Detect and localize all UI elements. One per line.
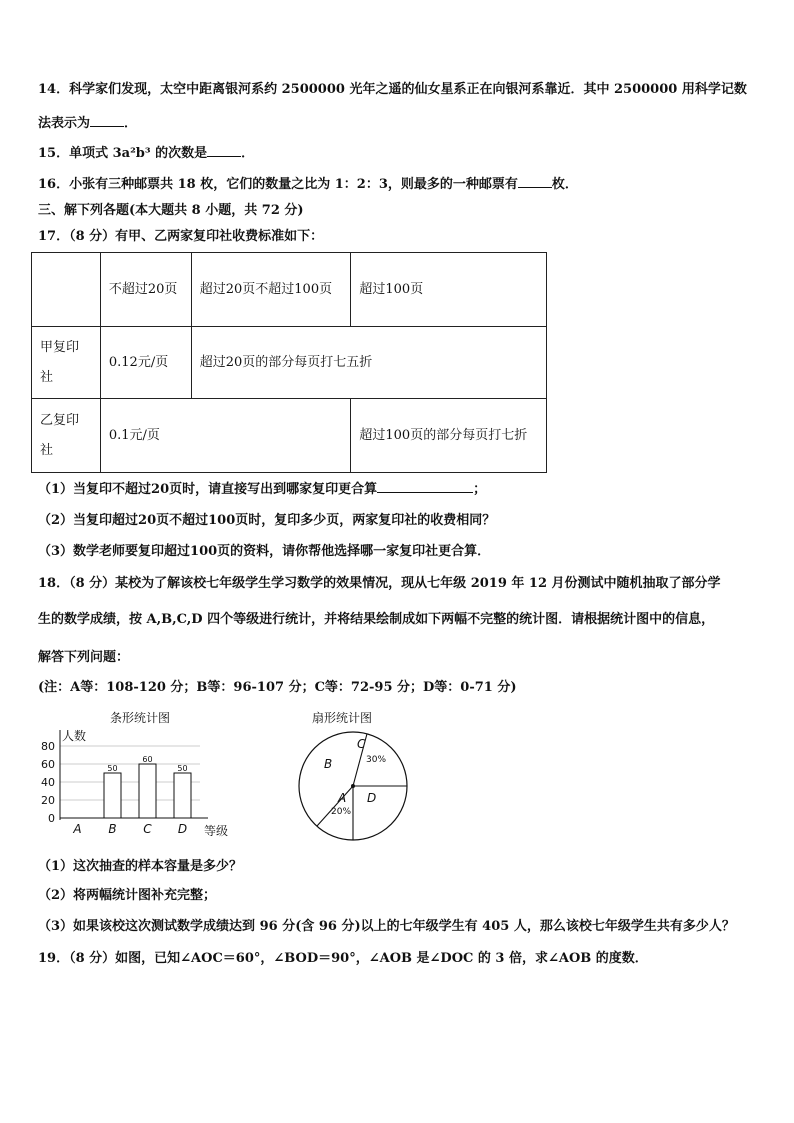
table-row-b (32, 399, 547, 473)
bar-chart-ylabel: 人数 (62, 729, 87, 743)
bar-chart (30, 708, 250, 838)
bar-chart-bars (104, 755, 191, 818)
pie-center (351, 784, 355, 788)
bar-ytick-label: 20 (41, 794, 55, 807)
bar-ytick-label: 80 (41, 740, 55, 753)
table-cell-empty (32, 253, 101, 327)
q17-sub1-text: （1）当复印不超过20页时，请直接写出到哪家复印更合算 (38, 482, 378, 497)
q17-sub2: （2）当复印超过20页不超过100页时，复印多少页，两家复印社的收费相同？ (38, 513, 496, 528)
q17-sub1-end: ； (473, 482, 487, 497)
section-heading: 三、解下列各题(本大题共 8 小题，共 72 分) (38, 203, 304, 218)
q18-note: (注：A等：108-120 分；B等：96-107 分；C等：72-95 分；D等：0-71 分) (38, 680, 517, 695)
q14-line2 (38, 115, 137, 133)
q16-end: 枚． (551, 177, 578, 192)
bar-category-label: D (177, 822, 188, 836)
bar-category-label: B (108, 822, 117, 836)
bar-ytick-label: 40 (41, 776, 55, 789)
price-table (31, 252, 547, 473)
pie-slice-label-B: B (324, 757, 333, 771)
q17-answer-blank[interactable] (377, 492, 473, 493)
pie-slice-label-D: D (367, 791, 377, 805)
bar-data-label: 60 (142, 755, 153, 764)
table-row-a (32, 327, 547, 399)
q18-line3: 解答下列问题： (38, 650, 130, 665)
table-cell-name-a: 甲复印社 (32, 327, 101, 399)
q14-line2-text: 法表示为 (38, 116, 91, 131)
pie-chart-slices (299, 732, 407, 840)
q14-line2-end: ． (124, 116, 138, 131)
q14-answer-blank[interactable] (90, 126, 124, 127)
bar-ytick-label: 60 (41, 758, 55, 771)
table-cell-header-3: 超过100页 (351, 253, 547, 327)
table-cell-header-1: 不超过20页 (100, 253, 191, 327)
q15-end: ． (241, 146, 255, 161)
pie-chart-title: 扇形统计图 (312, 711, 373, 725)
q18-sub2: （2）将两幅统计图补充完整； (38, 888, 217, 903)
q16-answer-blank[interactable] (518, 187, 552, 188)
q17-sub1 (38, 481, 486, 499)
bar-chart-xlabel: 等级 (204, 824, 229, 838)
q15-line (38, 145, 254, 163)
pie-chart (290, 708, 420, 843)
q17-intro: 17．（8 分）有甲、乙两家复印社收费标准如下： (38, 229, 324, 244)
table-cell-header-2: 超过20页不超过100页 (191, 253, 351, 327)
table-row-header (32, 253, 547, 327)
q18-line1: 18．（8 分）某校为了解该校七年级学生学习数学的效果情况，现从七年级 2019 年 12 月份测试中随机抽取了部分学 (38, 576, 721, 591)
q16-text: 16．小张有三种邮票共 18 枚，它们的数量之比为 1：2：3，则最多的一种邮票有 (38, 177, 518, 192)
table-cell-name-b: 乙复印社 (32, 399, 101, 473)
bar-chart-title: 条形统计图 (110, 711, 171, 725)
pie-slice-label-A: A (338, 791, 347, 805)
q14-line1: 14．科学家们发现，太空中距离银河系约 2500000 光年之遥的仙女星系正在向银河系靠近．其中 2500000 用科学记数 (38, 82, 747, 97)
bar-ytick-label: 0 (48, 812, 55, 825)
q15-text: 15．单项式 3a²b³ 的次数是 (38, 146, 208, 161)
table-cell-a-1: 0.12元/页 (100, 327, 191, 399)
q19-text: 19．（8 分）如图，已知∠AOC＝60°，∠BOD＝90°，∠AOB 是∠DOC 的 3 倍，求∠AOB 的度数． (38, 951, 648, 966)
q18-sub1: （1）这次抽查的样本容量是多少？ (38, 859, 243, 874)
q16-line (38, 176, 578, 194)
q15-answer-blank[interactable] (207, 156, 241, 157)
pie-slice-value-A: 20% (331, 807, 352, 817)
q17-sub3: （3）数学老师要复印超过100页的资料，请你帮他选择哪一家复印社更合算． (38, 544, 491, 559)
bar-C (139, 764, 156, 818)
q18-sub3: （3）如果该校这次测试数学成绩达到 96 分(含 96 分)以上的七年级学生有 405 人，那么该校七年级学生共有多少人？ (38, 919, 735, 934)
pie-slice-value-C: 30% (366, 755, 387, 765)
bar-data-label: 50 (107, 764, 118, 773)
bar-category-label: A (73, 822, 82, 836)
q18-line2: 生的数学成绩，按 A,B,C,D 四个等级进行统计，并将结果绘制成如下两幅不完整的统计图．请根据统计图中的信息， (38, 612, 715, 627)
bar-data-label: 50 (177, 764, 188, 773)
bar-category-label: C (143, 822, 152, 836)
bar-D (174, 773, 191, 818)
table-cell-a-2: 超过20页的部分每页打七五折 (191, 327, 546, 399)
table-cell-b-2: 超过100页的部分每页打七折 (351, 399, 547, 473)
pie-slice-label-C: C (357, 737, 366, 751)
table-cell-b-1: 0.1元/页 (100, 399, 351, 473)
bar-B (104, 773, 121, 818)
